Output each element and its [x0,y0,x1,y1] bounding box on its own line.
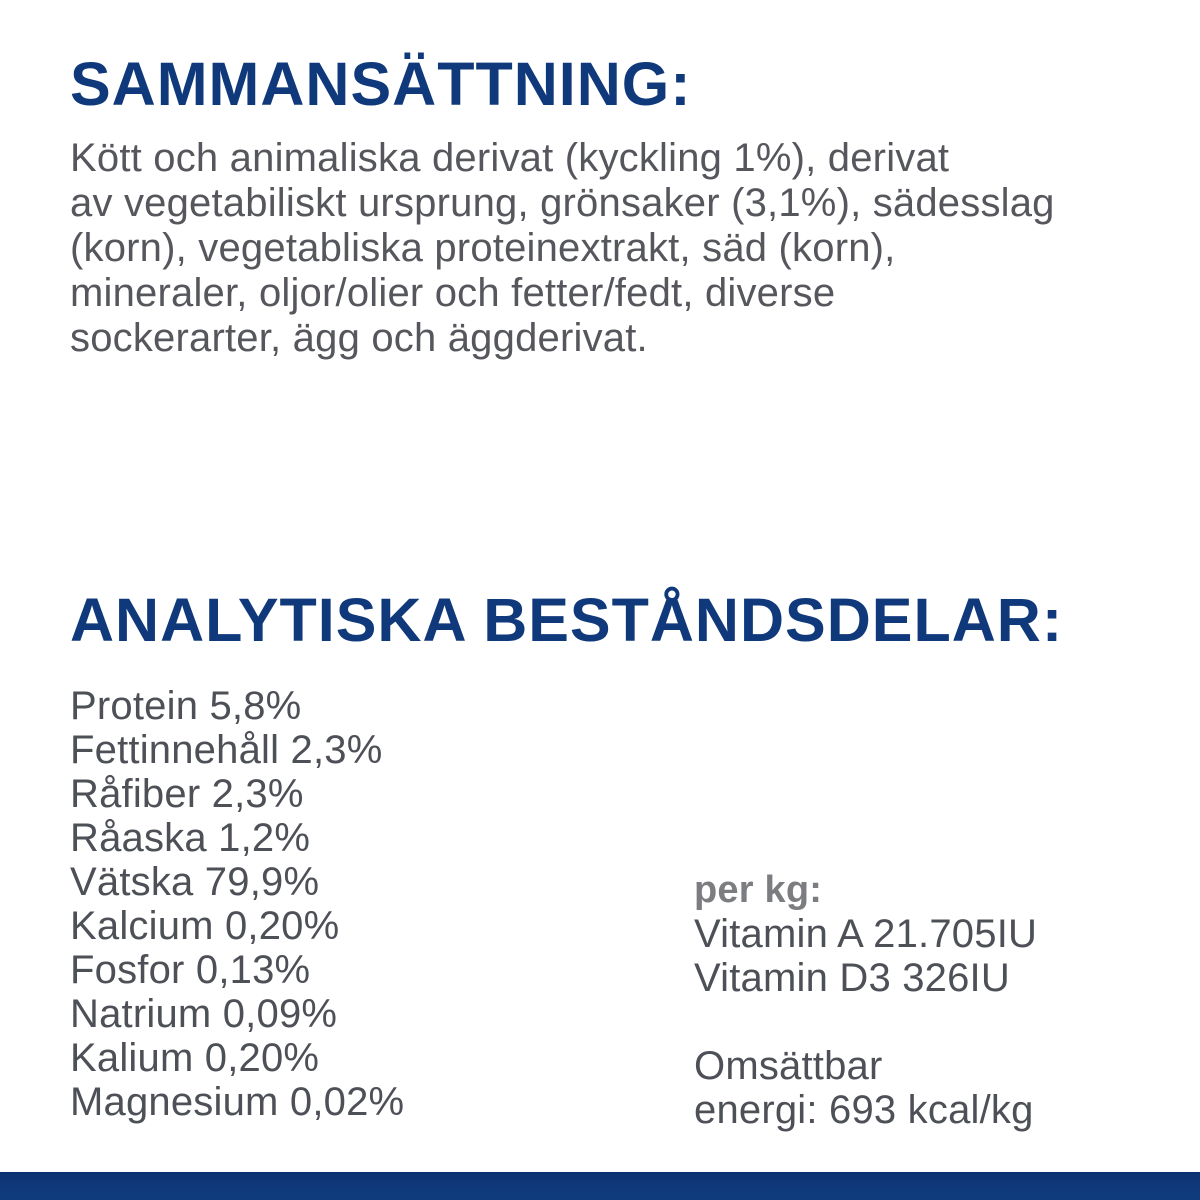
composition-text-line: Kött och animaliska derivat (kyckling 1%), derivat [70,136,950,180]
nutrient-list-item: Råfiber 2,3% [70,772,304,816]
composition-text-line: sockerarter, ägg och äggderivat. [70,316,648,360]
nutrient-list-item: Råaska 1,2% [70,816,311,860]
composition-text-line: av vegetabiliskt ursprung, grönsaker (3,1%), sädesslag [70,181,1055,225]
nutrient-list-item: Kalium 0,20% [70,1036,320,1080]
nutrient-list-item: Vätska 79,9% [70,860,320,904]
per-kg-block [694,868,1037,1000]
nutrient-list-item: Fettinnehåll 2,3% [70,728,383,772]
vitamin-line: Vitamin A 21.705IU [694,912,1038,956]
energy-block [694,1044,1034,1132]
composition-text [70,136,1055,361]
nutrient-list-item: Fosfor 0,13% [70,948,311,992]
composition-heading: SAMMANSÄTTNING: [70,50,692,118]
energy-line: Omsättbar [694,1044,883,1088]
nutrient-list-item: Magnesium 0,02% [70,1080,405,1124]
nutrient-list [70,684,404,1124]
footer-bar [0,1172,1200,1200]
composition-text-line: (korn), vegetabliska proteinextrakt, säd (korn), [70,226,896,270]
nutrient-list-item: Kalcium 0,20% [70,904,340,948]
nutrient-list-item: Natrium 0,09% [70,992,338,1036]
composition-text-line: mineraler, oljor/olier och fetter/fedt, diverse [70,271,836,315]
vitamin-line: Vitamin D3 326IU [694,956,1010,1000]
nutrient-list-item: Protein 5,8% [70,684,302,728]
analytical-heading: ANALYTISKA BESTÅNDSDELAR: [70,586,1064,654]
per-kg-label: per kg: [694,869,823,911]
energy-line: energi: 693 kcal/kg [694,1088,1034,1132]
